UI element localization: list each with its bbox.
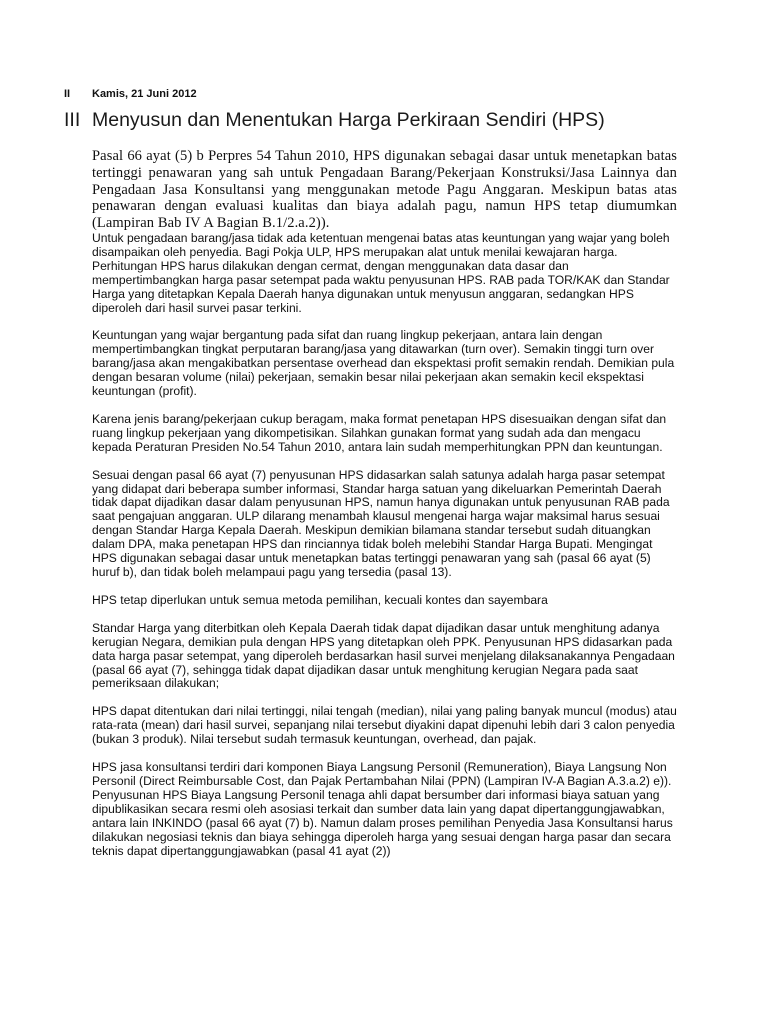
section-heading — [64, 109, 605, 132]
intro-paragraph: Pasal 66 ayat (5) b Perpres 54 Tahun 2010, HPS digunakan sebagai dasar untuk menetapkan batas tertinggi penawaran yang sah untuk Pengadaan Barang/Pekerjaan Konstruksi/Jasa Lainnya dan Pengadaan Jasa Konsultansi yang menggunakan metode Pagu Anggaran. Meskipun batas atas penawaran dengan evaluasi kualitas dan biaya adalah pagu, namun HPS tetap diumumkan (Lampiran Bab IV A Bagian B.1/2.a.2)). — [92, 148, 677, 232]
post-header — [64, 88, 197, 100]
body-paragraph: Keuntungan yang wajar bergantung pada sifat dan ruang lingkup pekerjaan, antara lain dengan mempertimbangkan tingkat perputaran barang/jasa yang ditawarkan (turn over). Semakin tinggi turn over barang/jasa akan mengakibatkan persentase overhead dan ekspektasi profit semakin rendah. Demikian pula dengan besaran volume (nilai) pekerjaan, semakin besar nilai pekerjaan akan semakin kecil ekspektasi keuntungan (profit). — [92, 328, 675, 399]
body-paragraph: Standar Harga yang diterbitkan oleh Kepala Daerah tidak dapat dijadikan dasar untuk menghitung adanya kerugian Negara, demikian pula dengan HPS yang ditetapkan oleh PPK. Penyusunan HPS didasarkan pada data harga pasar setempat, yang diperoleh berdasarkan hasil survei menjelang dilaksanakannya Pengadaan (pasal 66 ayat (7), sehingga tidak dapat dijadikan dasar untuk menghitung kerugian Negara pada saat pemeriksaan dilakukan; — [92, 620, 675, 691]
body-paragraph: HPS jasa konsultansi terdiri dari komponen Biaya Langsung Personil (Remuneration), Biaya Langsung Non Personil (Direct Reimbursable Cost, dan Pajak Pertambahan Nilai (PPN) (Lampiran IV-A Bagian A.3.a.2) e)). Penyusunan HPS Biaya Langsung Personil tenaga ahli dapat bersumber dari informasi biaya satuan yang dipublikasikan secara resmi oleh asosiasi terkait dan sumber data lain yang dapat dipertanggungjawabkan, antara lain INKINDO (pasal 66 ayat (7) b). Namun dalam proses pemilihan Penyedia Jasa Konsultansi harus dilakukan negosiasi teknis dan biaya sehingga diperoleh harga yang sesuai dengan harga pasar dan secara teknis dapat dipertanggungjawabkan (pasal 41 ayat (2)) — [92, 760, 673, 858]
body-paragraph: Karena jenis barang/pekerjaan cukup beragam, maka format penetapan HPS disesuaikan dengan sifat dan ruang lingkup pekerjaan yang dikompetisikan. Silahkan gunakan format yang sudah ada dan mengacu kepada Peraturan Presiden No.54 Tahun 2010, antara lain sudah memperhitungkan PPN dan keuntungan. — [92, 411, 667, 454]
body-paragraph: Untuk pengadaan barang/jasa tidak ada ketentuan mengenai batas atas keuntungan yang wajar yang boleh disampaikan oleh penyedia. Bagi Pokja ULP, HPS merupakan alat untuk menilai kewajaran harga. Perhitungan HPS harus dilakukan dengan cermat, dengan menggunakan data dasar dan mempertimbangkan harga pasar setempat pada waktu penyusunan HPS. RAB pada TOR/KAK dan Standar Harga yang ditetapkan Kepala Daerah hanya digunakan untuk menyusun anggaran, sedangkan HPS diperoleh dari hasil survei pasar terkini. — [92, 230, 670, 315]
body-paragraph: HPS dapat ditentukan dari nilai tertinggi, nilai tengah (median), nilai yang paling banyak muncul (modus) atau rata-rata (mean) dari hasil survei, sepanjang nilai tersebut diyakini dapat dipenuhi lebih dari 3 calon penyedia (bukan 3 produk). Nilai tersebut sudah termasuk keuntungan, overhead, dan pajak. — [92, 704, 677, 747]
post-date: Kamis, 21 Juni 2012 — [92, 88, 197, 100]
body-paragraph: HPS tetap diperlukan untuk semua metoda pemilihan, kecuali kontes dan sayembara — [92, 592, 548, 607]
section-title: Menyusun dan Menentukan Harga Perkiraan Sendiri (HPS) — [92, 109, 605, 131]
section-body — [92, 148, 677, 858]
section-roman-numeral: III — [64, 109, 81, 131]
body-paragraph: Sesuai dengan pasal 66 ayat (7) penyusunan HPS didasarkan salah satunya adalah harga pasar setempat yang didapat dari beberapa sumber informasi, Standar harga satuan yang dikeluarkan Pemerintah Daerah tidak dapat dijadikan dasar dalam penyusunan HPS, namun hanya digunakan untuk penyusunan RAB pada saat pengajuan anggaran. ULP dilarang menambah klausul mengenai harga wajar maksimal harus sesuai dengan Standar Harga Kepala Daerah. Meskipun demikian bilamana standar tersebut sudah dituangkan dalam DPA, maka penetapan HPS dan rinciannya tidak boleh melebihi Standar Harga Bupati. Mengingat HPS digunakan sebagai dasar untuk menetapkan batas tertinggi penawaran yang sah (pasal 66 ayat (5) huruf b), dan tidak boleh melampaui pagu yang tersedia (pasal 13). — [92, 467, 670, 580]
header-roman-numeral: II — [64, 88, 71, 100]
